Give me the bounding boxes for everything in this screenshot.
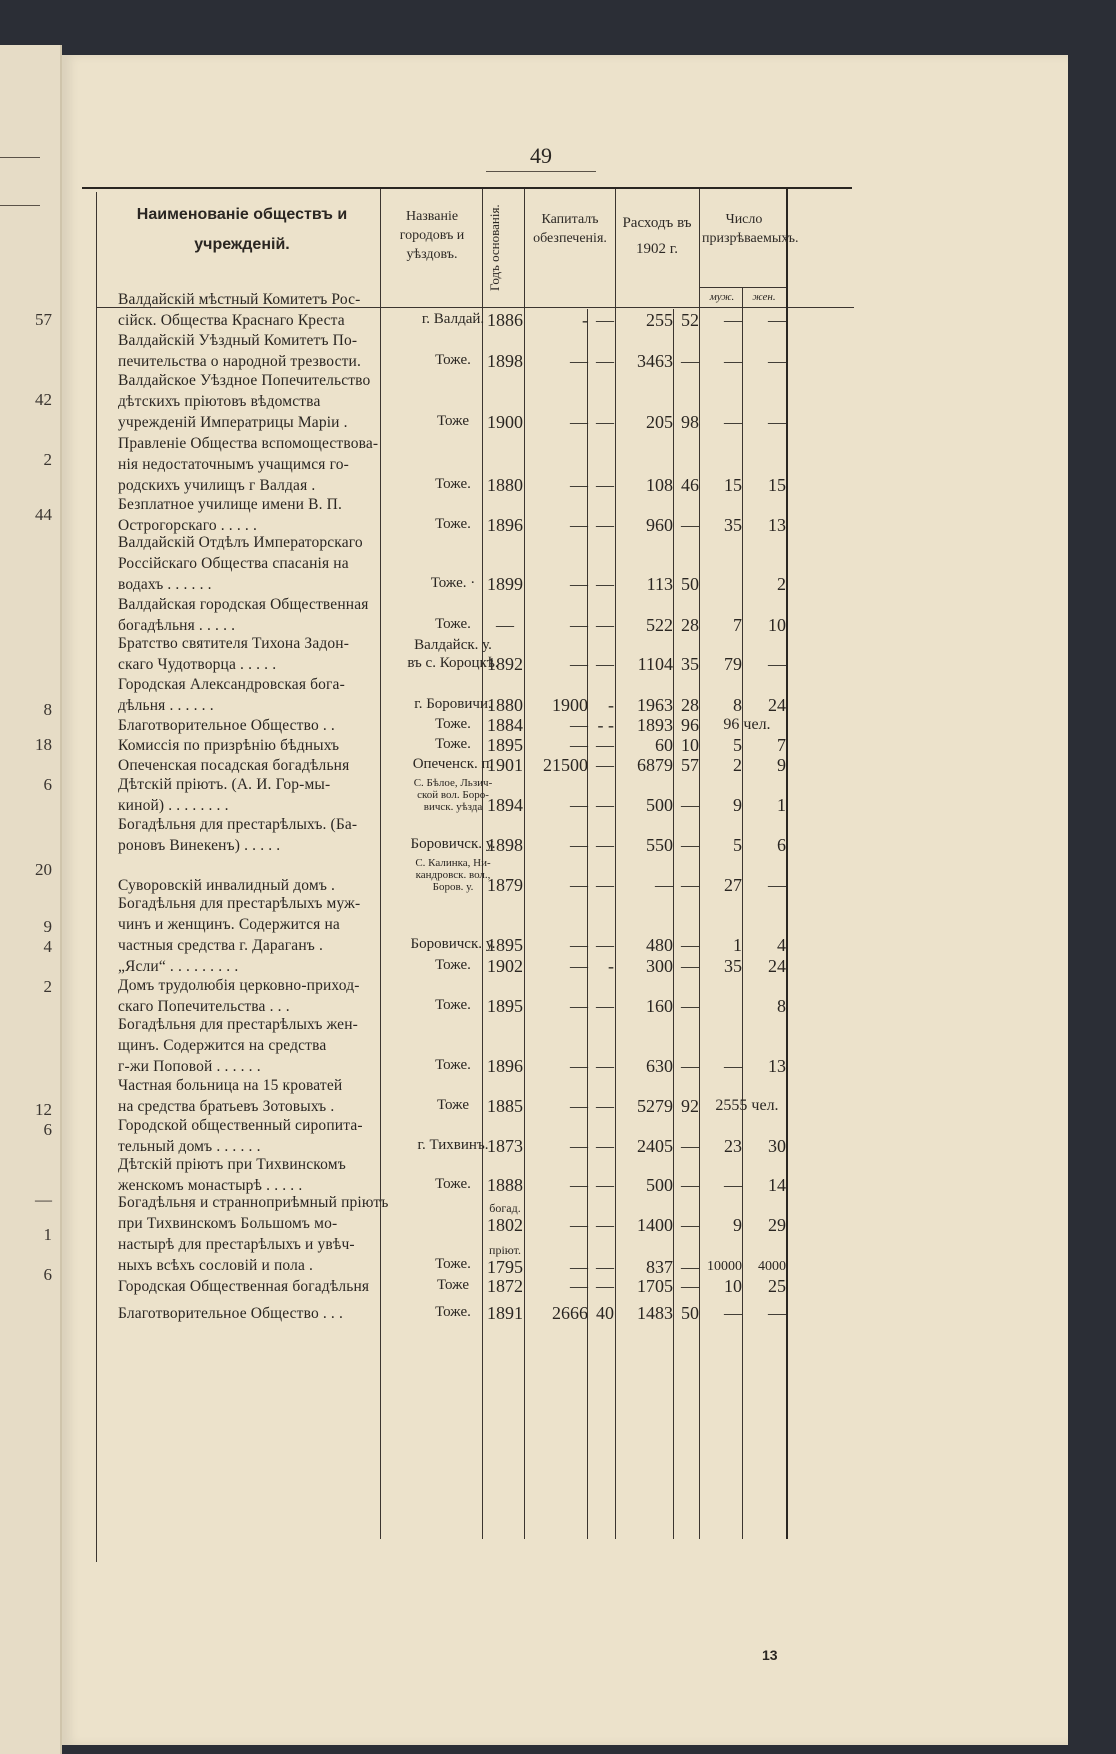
row-city: С. Калинка, Ни- bbox=[415, 857, 491, 869]
left-margin-number: 44 bbox=[35, 505, 52, 524]
row-capital-kop: — bbox=[596, 615, 614, 635]
left-margin-number: 1 bbox=[43, 1225, 52, 1244]
row-female: — bbox=[768, 351, 786, 371]
left-margin-number: 20 bbox=[35, 860, 52, 879]
header-capital: Капиталъ обезпеченія. bbox=[533, 212, 607, 246]
row-expense-rub: 1104 bbox=[637, 654, 673, 674]
row-expense-kop: 10 bbox=[681, 735, 699, 755]
row-expense-rub: 300 bbox=[646, 956, 673, 976]
row-capital-kop: — bbox=[596, 1096, 614, 1116]
row-year: 1902 bbox=[487, 956, 523, 976]
row-capital: — bbox=[570, 956, 588, 976]
row-female: 1 bbox=[777, 795, 786, 815]
left-margin-number: 6 bbox=[43, 1120, 52, 1139]
row-capital-kop: — bbox=[596, 654, 614, 674]
row-capital: — bbox=[570, 615, 588, 635]
row-name-line: Благотворительное Общество . . bbox=[118, 717, 335, 734]
row-male: 7 bbox=[733, 615, 742, 635]
row-city: Тоже. bbox=[435, 1256, 471, 1272]
row-capital: — bbox=[570, 715, 588, 735]
row-name-line: частныя средства г. Дараганъ . bbox=[118, 937, 323, 954]
row-name-line: скаго Попечительства . . . bbox=[118, 998, 290, 1015]
row-expense-rub: 837 bbox=[646, 1257, 673, 1277]
row-name-line: Комиссія по призрѣнію бѣдныхъ bbox=[118, 737, 340, 754]
row-male: — bbox=[724, 1056, 742, 1076]
row-capital-kop: — bbox=[596, 755, 614, 775]
row-capital: — bbox=[570, 515, 588, 535]
row-capital-kop: - bbox=[608, 695, 614, 715]
row-expense-kop: — bbox=[681, 1215, 699, 1235]
row-city: Тоже. bbox=[435, 716, 471, 732]
row-year: — bbox=[496, 615, 514, 635]
row-expense-kop: 96 bbox=[681, 715, 699, 735]
row-capital: — bbox=[570, 1175, 588, 1195]
row-name-line: Богадѣльня для престарѣлыхъ. (Ба- bbox=[118, 816, 358, 833]
row-name-line: Россійскаго Общества спасанія на bbox=[118, 555, 349, 572]
row-year: 1802 bbox=[487, 1215, 523, 1235]
row-name-line: настырѣ для престарѣлыхъ и увѣч- bbox=[118, 1236, 355, 1253]
row-capital-kop: — bbox=[596, 1276, 614, 1296]
row-male: 10000 bbox=[707, 1259, 742, 1274]
row-expense-rub: 1893 bbox=[637, 715, 673, 735]
row-name-line: Дѣтскій пріютъ при Тихвинскомъ bbox=[118, 1156, 346, 1173]
row-female: — bbox=[768, 412, 786, 432]
row-year: 1901 bbox=[487, 755, 523, 775]
row-female: 4 bbox=[777, 935, 786, 955]
row-female: 10 bbox=[768, 615, 786, 635]
left-margin-number: 8 bbox=[43, 700, 52, 719]
row-expense-rub: 550 bbox=[646, 835, 673, 855]
row-name-line: нія недостаточнымъ учащимся го- bbox=[118, 456, 349, 473]
row-name-line: Частная больница на 15 кроватей bbox=[118, 1077, 343, 1094]
row-name-line: учрежденій Императрицы Маріи . bbox=[118, 414, 348, 431]
row-expense-rub: 500 bbox=[646, 795, 673, 815]
row-year: 1892 bbox=[487, 654, 523, 674]
row-female: 25 bbox=[768, 1276, 786, 1296]
row-female: 4000 bbox=[758, 1259, 786, 1274]
row-city: Тоже. bbox=[435, 1057, 471, 1073]
left-margin-number: — bbox=[35, 1190, 52, 1209]
row-expense-rub: 500 bbox=[646, 1175, 673, 1195]
row-year: 1885 bbox=[487, 1096, 523, 1116]
row-expense-kop: — bbox=[681, 956, 699, 976]
row-capital-kop: — bbox=[596, 1136, 614, 1156]
row-year: 1898 bbox=[487, 835, 523, 855]
left-page-edge bbox=[0, 45, 62, 1754]
row-name-line: Суворовскій инвалидный домъ . bbox=[118, 877, 336, 894]
row-city: Валдайск. у. bbox=[414, 637, 492, 653]
row-capital: — bbox=[570, 1276, 588, 1296]
row-female: 8 bbox=[777, 996, 786, 1016]
row-city: кандровск. вол., bbox=[415, 869, 491, 881]
header-name: Наименованіе обществъ и учрежденій. bbox=[136, 206, 348, 253]
row-capital-kop: — bbox=[596, 935, 614, 955]
row-year-label: богад. bbox=[489, 1201, 521, 1215]
row-city: Боровичск. у. bbox=[410, 936, 496, 952]
row-expense-kop: — bbox=[681, 351, 699, 371]
row-name-line: Городская Александровская бога- bbox=[118, 676, 345, 693]
row-capital: — bbox=[570, 875, 588, 895]
row-expense-kop: 50 bbox=[681, 1303, 699, 1323]
row-city: Тоже bbox=[437, 1277, 469, 1293]
row-name-line: Богадѣльня для престарѣлыхъ жен- bbox=[118, 1016, 358, 1033]
row-name-line: Валдайскій Отдѣлъ Императорскаго bbox=[118, 534, 363, 551]
row-capital: — bbox=[570, 1215, 588, 1235]
row-expense-rub: 2405 bbox=[637, 1136, 673, 1156]
row-capital-kop: - - bbox=[597, 715, 614, 735]
row-male: — bbox=[724, 412, 742, 432]
row-expense-kop: — bbox=[681, 1056, 699, 1076]
row-name-line: Братство святителя Тихона Задон- bbox=[118, 635, 350, 652]
row-expense-rub: 522 bbox=[646, 615, 673, 635]
row-expense-kop: — bbox=[681, 835, 699, 855]
row-name-line: Валдайскій Уѣздный Комитетъ По- bbox=[118, 332, 358, 349]
row-city: Тоже. bbox=[435, 352, 471, 368]
row-expense-rub: 60 bbox=[655, 735, 673, 755]
row-city: Тоже. bbox=[435, 616, 471, 632]
row-year: 1896 bbox=[487, 515, 523, 535]
row-year: 1879 bbox=[487, 875, 523, 895]
row-capital: — bbox=[570, 735, 588, 755]
row-capital: 1900 bbox=[552, 695, 588, 715]
row-expense-kop: — bbox=[681, 1257, 699, 1277]
row-city: вичск. уѣзда bbox=[423, 801, 483, 813]
left-margin-number: 4 bbox=[43, 937, 52, 956]
row-name-line: сійск. Общества Краснаго Креста bbox=[118, 312, 345, 329]
row-expense-rub: 160 bbox=[646, 996, 673, 1016]
row-city: Тоже bbox=[437, 413, 469, 429]
row-expense-kop: 28 bbox=[681, 695, 699, 715]
row-capital: — bbox=[570, 654, 588, 674]
row-expense-kop: — bbox=[681, 515, 699, 535]
row-capital-kop: — bbox=[596, 1215, 614, 1235]
header-city: Названіе городовъ и уѣздовъ. bbox=[399, 209, 465, 262]
row-name-line: Опеченская посадская богадѣльня bbox=[118, 757, 350, 774]
row-expense-kop: 57 bbox=[681, 755, 699, 775]
row-year: 1895 bbox=[487, 735, 523, 755]
row-expense-rub: 108 bbox=[646, 475, 673, 495]
row-expense-rub: 1483 bbox=[637, 1303, 673, 1323]
header-female: жен. bbox=[752, 291, 776, 303]
row-male: 27 bbox=[724, 875, 742, 895]
row-expense-rub: 255 bbox=[646, 310, 673, 330]
row-female: 7 bbox=[777, 735, 786, 755]
row-city: Тоже bbox=[437, 1097, 469, 1113]
row-name-line: Богадѣльня для престарѣлыхъ муж- bbox=[118, 895, 361, 912]
row-male: 79 bbox=[724, 654, 742, 674]
row-male: — bbox=[724, 351, 742, 371]
row-expense-kop: 52 bbox=[681, 310, 699, 330]
row-name-line: Валдайское Уѣздное Попечительство bbox=[118, 372, 371, 389]
row-male: 1 bbox=[733, 935, 742, 955]
row-capital: — bbox=[570, 935, 588, 955]
row-capital: — bbox=[570, 1136, 588, 1156]
row-expense-rub: 630 bbox=[646, 1056, 673, 1076]
row-year: 1872 bbox=[487, 1276, 523, 1296]
row-expense-kop: — bbox=[681, 1276, 699, 1296]
row-year: 1891 bbox=[487, 1303, 523, 1323]
row-female: 13 bbox=[768, 1056, 786, 1076]
row-female: 30 bbox=[768, 1136, 786, 1156]
row-capital: — bbox=[570, 574, 588, 594]
row-capital: — bbox=[570, 1257, 588, 1277]
row-male: — bbox=[724, 1303, 742, 1323]
row-female: — bbox=[768, 310, 786, 330]
row-name-line: г-жи Поповой . . . . . . bbox=[118, 1058, 261, 1075]
row-capital-kop: — bbox=[596, 835, 614, 855]
row-name-line: роновъ Винекенъ) . . . . . bbox=[118, 837, 281, 854]
row-female: 24 bbox=[768, 695, 786, 715]
row-female: 15 bbox=[768, 475, 786, 495]
row-capital-kop: — bbox=[596, 475, 614, 495]
row-male: 9 bbox=[733, 795, 742, 815]
row-female: — bbox=[768, 1303, 786, 1323]
row-name-line: „Ясли“ . . . . . . . . . bbox=[118, 958, 239, 975]
row-name-line: женскомъ монастырѣ . . . . . bbox=[118, 1177, 303, 1194]
row-name-line: тельный домъ . . . . . . bbox=[118, 1138, 261, 1155]
row-year: 1884 bbox=[487, 715, 523, 735]
row-female: 14 bbox=[768, 1175, 786, 1195]
header-expense: Расходъ въ 1902 г. bbox=[622, 215, 692, 257]
row-year: 1880 bbox=[487, 475, 523, 495]
left-margin-number: 42 bbox=[35, 390, 52, 409]
row-year: 1896 bbox=[487, 1056, 523, 1076]
row-male: 5 bbox=[733, 835, 742, 855]
row-city: Тоже. bbox=[435, 516, 471, 532]
row-city: С. Бѣлое, Льзич- bbox=[413, 777, 493, 789]
row-name-line: чинъ и женщинъ. Содержится на bbox=[118, 916, 340, 933]
row-capital: - bbox=[582, 310, 588, 330]
row-capital: — bbox=[570, 835, 588, 855]
row-year: 1873 bbox=[487, 1136, 523, 1156]
row-name-line: щинъ. Содержится на средства bbox=[118, 1037, 327, 1054]
row-name-line: Валдайскій мѣстный Комитетъ Рос- bbox=[118, 291, 361, 308]
row-capital-kop: — bbox=[596, 795, 614, 815]
row-expense-rub: 1963 bbox=[637, 695, 673, 715]
row-city: Боров. у. bbox=[432, 881, 474, 893]
row-male: 35 bbox=[724, 515, 742, 535]
row-expense-kop: 46 bbox=[681, 475, 699, 495]
row-capital: — bbox=[570, 412, 588, 432]
row-city: Опеченск. п. bbox=[412, 756, 494, 772]
row-expense-kop: 35 bbox=[681, 654, 699, 674]
row-city: г. Валдай. bbox=[421, 311, 485, 327]
left-margin-number: 2 bbox=[43, 977, 52, 996]
row-female: 13 bbox=[768, 515, 786, 535]
row-capital-kop: — bbox=[596, 996, 614, 1016]
row-capital: — bbox=[570, 795, 588, 815]
row-capital-kop: — bbox=[596, 735, 614, 755]
row-capital-kop: — bbox=[596, 1056, 614, 1076]
row-expense-rub: 205 bbox=[646, 412, 673, 432]
row-capital-kop: — bbox=[596, 412, 614, 432]
row-city: Тоже. bbox=[435, 736, 471, 752]
row-city: г. Тихвинъ. bbox=[417, 1137, 489, 1153]
row-year: 1899 bbox=[487, 574, 523, 594]
row-city: Тоже. bbox=[435, 997, 471, 1013]
row-expense-rub: 6879 bbox=[637, 755, 673, 775]
row-expense-rub: 480 bbox=[646, 935, 673, 955]
row-year: 1895 bbox=[487, 996, 523, 1016]
footer-mark: 13 bbox=[762, 1647, 778, 1663]
row-female: 6 bbox=[777, 835, 786, 855]
row-year: 1894 bbox=[487, 795, 523, 815]
document-page bbox=[62, 55, 1068, 1745]
left-margin-number: 18 bbox=[35, 735, 52, 754]
row-year: 1886 bbox=[487, 310, 523, 330]
row-female: 9 bbox=[777, 755, 786, 775]
row-male: 8 bbox=[733, 695, 742, 715]
row-capital-kop: — bbox=[596, 1257, 614, 1277]
row-name-line: дѣтскихъ пріютовъ вѣдомства bbox=[118, 393, 321, 410]
row-capital: — bbox=[570, 1056, 588, 1076]
row-city: Тоже. bbox=[435, 1304, 471, 1320]
row-name-line: киной) . . . . . . . . bbox=[118, 797, 229, 814]
row-capital-kop: — bbox=[596, 574, 614, 594]
row-expense-rub: 5279 bbox=[637, 1096, 673, 1116]
row-count-total: 96 чел. bbox=[723, 716, 771, 733]
row-expense-kop: 92 bbox=[681, 1096, 699, 1116]
row-female: — bbox=[768, 875, 786, 895]
row-name-line: скаго Чудотворца . . . . . bbox=[118, 656, 277, 673]
row-expense-kop: — bbox=[681, 795, 699, 815]
row-male: — bbox=[724, 1175, 742, 1195]
row-name-line: Домъ трудолюбія церковно-приход- bbox=[118, 977, 360, 994]
left-margin-number: 2 bbox=[43, 450, 52, 469]
row-capital-kop: - bbox=[608, 956, 614, 976]
header-male: муж. bbox=[709, 291, 735, 303]
row-expense-rub: 113 bbox=[646, 574, 673, 594]
row-expense-kop: — bbox=[681, 996, 699, 1016]
row-year: 1888 bbox=[487, 1175, 523, 1195]
row-expense-kop: — bbox=[681, 1175, 699, 1195]
row-expense-kop: — bbox=[681, 1136, 699, 1156]
row-male: 15 bbox=[724, 475, 742, 495]
row-city: Тоже. bbox=[435, 1176, 471, 1192]
row-male: 10 bbox=[724, 1276, 742, 1296]
row-name-line: дѣльня . . . . . . bbox=[118, 697, 214, 714]
left-margin-number: 57 bbox=[35, 310, 52, 329]
row-capital: 2666 bbox=[552, 1303, 588, 1323]
row-male: — bbox=[724, 310, 742, 330]
row-name-line: Безплатное училище имени В. П. bbox=[118, 496, 343, 513]
row-city: ской вол. Боро- bbox=[417, 789, 489, 801]
row-name-line: Валдайская городская Общественная bbox=[118, 596, 369, 613]
row-city: Боровичск. у. bbox=[410, 836, 496, 852]
row-expense-rub: 960 bbox=[646, 515, 673, 535]
row-expense-rub: 3463 bbox=[637, 351, 673, 371]
row-expense-kop: 28 bbox=[681, 615, 699, 635]
row-year: 1895 bbox=[487, 935, 523, 955]
row-female: — bbox=[768, 654, 786, 674]
row-male: 5 bbox=[733, 735, 742, 755]
header-year: Годъ основанія. bbox=[487, 204, 502, 291]
row-year: 1900 bbox=[487, 412, 523, 432]
row-capital-kop: — bbox=[596, 875, 614, 895]
row-male: 9 bbox=[733, 1215, 742, 1235]
row-female: 2 bbox=[777, 574, 786, 594]
row-capital-kop: — bbox=[596, 351, 614, 371]
row-name-line: при Тихвинскомъ Большомъ мо- bbox=[118, 1215, 338, 1232]
row-city: Тоже. bbox=[435, 957, 471, 973]
row-male: 2 bbox=[733, 755, 742, 775]
row-name-line: на средства братьевъ Зотовыхъ . bbox=[118, 1098, 335, 1115]
row-capital: — bbox=[570, 1096, 588, 1116]
row-expense-kop: 50 bbox=[681, 574, 699, 594]
left-margin-number: 6 bbox=[43, 775, 52, 794]
row-male: 23 bbox=[724, 1136, 742, 1156]
row-year: 1795 bbox=[487, 1257, 523, 1277]
row-capital-kop: — bbox=[596, 515, 614, 535]
row-name-line: Острогорскаго . . . . . bbox=[118, 517, 257, 534]
row-capital: — bbox=[570, 351, 588, 371]
row-name-line: печительства о народной трезвости. bbox=[118, 353, 361, 370]
left-margin-number: 6 bbox=[43, 1265, 52, 1284]
row-expense-rub: 1400 bbox=[637, 1215, 673, 1235]
row-capital-kop: — bbox=[596, 1175, 614, 1195]
row-expense-kop: — bbox=[681, 875, 699, 895]
row-year: 1898 bbox=[487, 351, 523, 371]
row-name-line: родскихъ училищъ г Валдая . bbox=[118, 477, 316, 494]
row-name-line: богадѣльня . . . . . bbox=[118, 617, 236, 634]
row-name-line: ныхъ всѣхъ сословій и пола . bbox=[118, 1257, 314, 1274]
row-city: въ с. Короцкѣ. bbox=[407, 655, 499, 671]
row-capital-kop: — bbox=[596, 310, 614, 330]
row-capital: — bbox=[570, 475, 588, 495]
row-city: Тоже. bbox=[435, 476, 471, 492]
row-count-total: 2555 чел. bbox=[715, 1097, 779, 1114]
row-name-line: Правленіе Общества вспомоществова- bbox=[118, 435, 379, 452]
row-expense-kop: — bbox=[681, 935, 699, 955]
row-expense-kop: 98 bbox=[681, 412, 699, 432]
row-name-line: водахъ . . . . . . bbox=[118, 576, 212, 593]
row-female: 24 bbox=[768, 956, 786, 976]
row-capital-kop: 40 bbox=[596, 1303, 614, 1323]
row-year: 1880 bbox=[487, 695, 523, 715]
row-city: Тоже. · bbox=[430, 575, 476, 591]
row-name-line: Богадѣльня и странноприѣмный пріютъ bbox=[118, 1194, 389, 1211]
row-expense-rub: — bbox=[655, 875, 673, 895]
row-capital: 21500 bbox=[543, 755, 588, 775]
row-name-line: Городская Общественная богадѣльня bbox=[118, 1278, 370, 1295]
row-city: г. Боровичи. bbox=[414, 696, 492, 712]
header-count: Число призрѣваемыхъ. bbox=[702, 212, 799, 246]
row-name-line: Дѣтскій пріютъ. (А. И. Гор-мы- bbox=[118, 776, 331, 793]
row-female: 29 bbox=[768, 1215, 786, 1235]
row-capital: — bbox=[570, 996, 588, 1016]
left-margin-number: 12 bbox=[35, 1100, 52, 1119]
left-margin-number: 9 bbox=[43, 917, 52, 936]
row-name-line: Городской общественный сиропита- bbox=[118, 1117, 363, 1134]
page-number: 49 bbox=[486, 143, 596, 172]
row-male: 35 bbox=[724, 956, 742, 976]
row-name-line: Благотворительное Общество . . . bbox=[118, 1305, 344, 1322]
row-year-label: пріют. bbox=[489, 1243, 521, 1257]
row-expense-rub: 1705 bbox=[637, 1276, 673, 1296]
